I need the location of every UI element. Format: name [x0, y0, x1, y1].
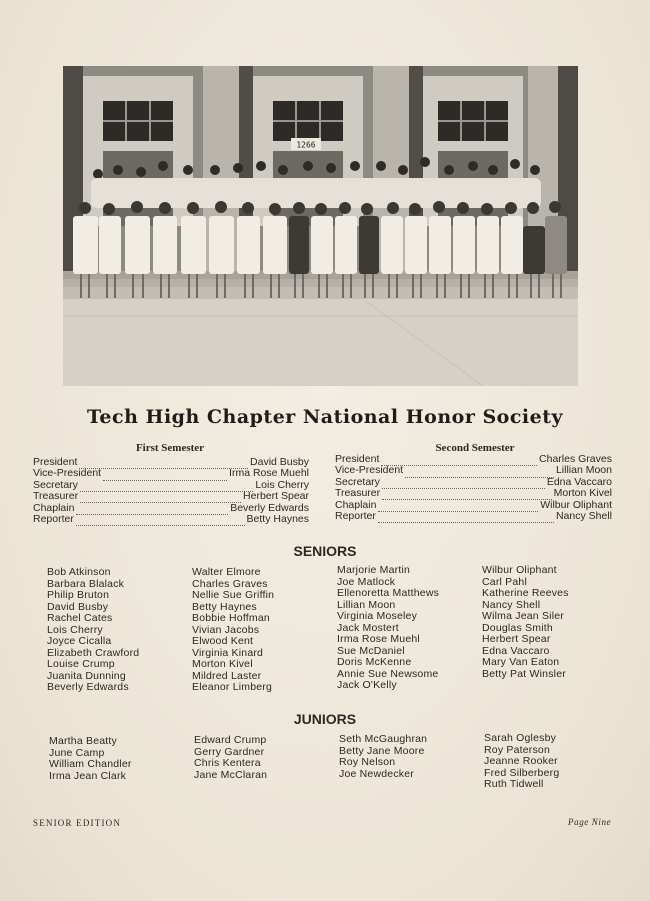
- officer-role: Secretary: [33, 478, 78, 491]
- senior-name: Virginia Kinard: [192, 646, 264, 659]
- senior-name: Mildred Laster: [192, 669, 262, 682]
- junior-name: Jeanne Rooker: [484, 755, 558, 767]
- dot-leader: [405, 469, 554, 478]
- dot-leader: [103, 472, 227, 481]
- officer-role: Vice-President: [335, 464, 404, 477]
- seniors-heading: SENIORS: [293, 543, 357, 559]
- junior-name: Edward Crump: [194, 734, 267, 746]
- dot-leader: [378, 514, 554, 523]
- junior-name: Ruth Tidwell: [484, 778, 544, 790]
- junior-name: Seth McGaughran: [339, 733, 428, 745]
- seniors-column-2: [192, 567, 274, 694]
- officer-role: Chaplain: [33, 501, 75, 514]
- senior-name: Vivian Jacobs: [192, 623, 260, 636]
- senior-name: Mary Van Eaton: [482, 656, 560, 668]
- senior-name: Charles Graves: [192, 577, 268, 590]
- senior-name: Eleanor Limberg: [192, 681, 273, 693]
- senior-name: Walter Elmore: [192, 566, 261, 578]
- senior-name: Lois Cherry: [47, 623, 103, 636]
- officer-row: [33, 491, 309, 502]
- first-semester-heading: First Semester: [135, 442, 205, 454]
- juniors-column-1: [49, 736, 132, 782]
- senior-name: Marjorie Martin: [337, 564, 411, 576]
- senior-name: Louise Crump: [47, 658, 115, 670]
- officer-role: Chaplain: [335, 498, 377, 511]
- senior-name: Sue McDaniel: [337, 644, 405, 657]
- officer-role: Secretary: [335, 475, 380, 488]
- officer-name: Wilbur Oliphant: [540, 498, 612, 511]
- officer-name: Herbert Spear: [243, 490, 309, 503]
- officer-role: President: [335, 453, 380, 465]
- senior-name: Lillian Moon: [337, 598, 396, 611]
- officer-role: Reporter: [33, 512, 74, 525]
- officer-name: Morton Kivel: [553, 487, 612, 500]
- officer-name: Charles Graves: [539, 453, 612, 465]
- senior-name: Rachel Cates: [47, 612, 113, 624]
- officer-name: Beverly Edwards: [230, 501, 309, 514]
- senior-name: Katherine Reeves: [482, 587, 569, 599]
- senior-name: Irma Rose Muehl: [337, 633, 420, 645]
- junior-name: Roy Paterson: [484, 743, 551, 756]
- officer-name: Nancy Shell: [555, 509, 612, 522]
- junior-name: William Chandler: [49, 758, 132, 770]
- senior-name: Douglas Smith: [482, 621, 553, 634]
- junior-name: Chris Kentera: [194, 757, 261, 769]
- senior-name: Carl Pahl: [482, 575, 527, 588]
- junior-name: Fred Silberberg: [484, 766, 560, 779]
- senior-name: Elizabeth Crawford: [47, 646, 140, 659]
- senior-name: Joyce Cicalla: [47, 635, 112, 647]
- senior-name: Barbara Blalack: [47, 577, 125, 590]
- dot-leader: [382, 480, 545, 489]
- senior-name: Betty Haynes: [192, 600, 257, 613]
- group-photo: [63, 66, 578, 386]
- officer-name: Betty Haynes: [246, 512, 309, 525]
- senior-name: Jack Mostert: [337, 621, 399, 634]
- seniors-column-1: [47, 567, 139, 694]
- officer-row: [335, 488, 612, 499]
- juniors-heading: JUNIORS: [293, 711, 357, 727]
- senior-name: Betty Pat Winsler: [482, 667, 566, 680]
- senior-name: Elwood Kent: [192, 635, 254, 647]
- senior-name: Wilbur Oliphant: [482, 564, 557, 576]
- senior-name: Joe Matlock: [337, 575, 396, 588]
- officer-name: Edna Vaccaro: [546, 475, 612, 488]
- officer-role: President: [33, 456, 78, 468]
- officer-name: David Busby: [250, 456, 309, 468]
- dot-leader: [381, 457, 537, 466]
- junior-name: Sarah Oglesby: [484, 732, 557, 744]
- junior-name: Joe Newdecker: [339, 767, 414, 780]
- page-title: Tech High Chapter National Honor Society: [86, 406, 564, 428]
- juniors-column-4: [484, 733, 559, 791]
- senior-name: Wilma Jean Siler: [482, 610, 564, 622]
- dot-leader: [378, 503, 538, 512]
- senior-name: Nellie Sue Griffin: [192, 589, 275, 601]
- dot-leader: [382, 491, 552, 500]
- senior-name: David Busby: [47, 600, 109, 613]
- footer-page-number: Page Nine: [568, 817, 612, 827]
- door-number: 1266: [296, 140, 316, 150]
- dot-leader: [80, 494, 241, 503]
- officer-name: Lillian Moon: [555, 464, 612, 477]
- juniors-column-2: [194, 735, 267, 781]
- senior-name: Ellenoretta Matthews: [337, 587, 440, 599]
- officer-name: Lois Cherry: [255, 478, 309, 491]
- dot-leader: [80, 483, 253, 492]
- senior-name: Beverly Edwards: [47, 681, 129, 693]
- senior-name: Morton Kivel: [192, 658, 253, 670]
- dot-leader: [76, 517, 245, 526]
- senior-name: Jack O'Kelly: [337, 679, 397, 691]
- officer-role: Treasurer: [33, 490, 79, 503]
- junior-name: Jane McClaran: [194, 768, 268, 781]
- senior-name: Nancy Shell: [482, 598, 541, 611]
- second-semester-heading: Second Semester: [435, 442, 515, 454]
- footer-edition: SENIOR EDITION: [33, 818, 122, 828]
- junior-name: June Camp: [49, 746, 105, 759]
- second-semester-officers: [335, 454, 612, 522]
- senior-name: Bobbie Hoffman: [192, 612, 270, 624]
- senior-name: Juanita Dunning: [47, 669, 126, 682]
- first-semester-officers: [33, 457, 309, 525]
- senior-name: Edna Vaccaro: [482, 644, 550, 657]
- senior-name: Bob Atkinson: [47, 566, 111, 578]
- junior-name: Betty Jane Moore: [339, 744, 425, 757]
- officer-row: [33, 514, 309, 525]
- senior-name: Doris McKenne: [337, 656, 412, 668]
- seniors-column-3: [337, 565, 439, 692]
- junior-name: Gerry Gardner: [194, 745, 265, 758]
- seniors-column-4: [482, 565, 569, 680]
- senior-name: Herbert Spear: [482, 633, 551, 645]
- dot-leader: [76, 506, 228, 515]
- senior-name: Annie Sue Newsome: [337, 667, 439, 680]
- junior-name: Roy Nelson: [339, 756, 396, 768]
- dot-leader: [79, 460, 248, 469]
- officer-role: Treasurer: [335, 487, 381, 500]
- junior-name: Martha Beatty: [49, 735, 117, 747]
- junior-name: Irma Jean Clark: [49, 769, 127, 782]
- officer-name: Irma Rose Muehl: [229, 467, 309, 480]
- officer-row: [335, 511, 612, 522]
- officer-role: Reporter: [335, 509, 376, 522]
- senior-name: Virginia Moseley: [337, 610, 418, 622]
- juniors-column-3: [339, 734, 427, 780]
- senior-name: Philip Bruton: [47, 589, 110, 601]
- officer-role: Vice-President: [33, 467, 102, 480]
